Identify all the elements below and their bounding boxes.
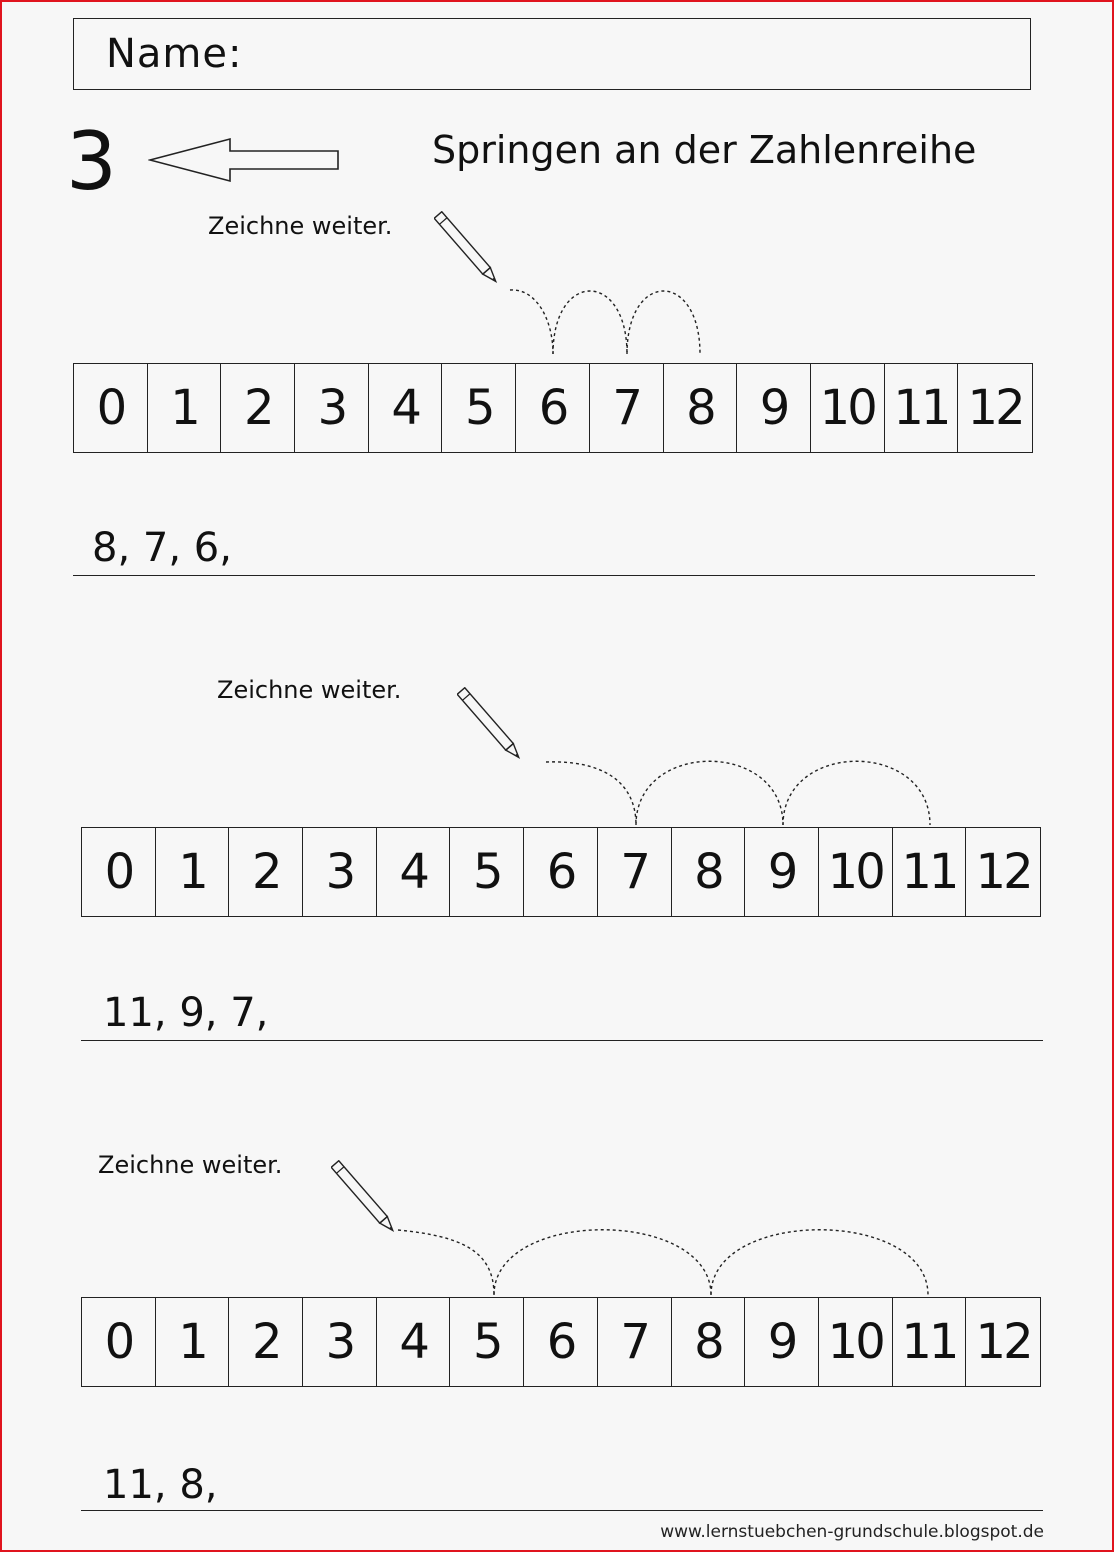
number-cell: 2	[229, 828, 303, 916]
answer-prefill-2: 11, 9, 7,	[103, 990, 269, 1036]
number-cell: 11	[893, 828, 967, 916]
answer-prefill-3: 11, 8,	[103, 1462, 218, 1508]
number-cell: 1	[148, 364, 222, 452]
number-cell: 10	[811, 364, 885, 452]
number-cell: 3	[303, 1298, 377, 1386]
number-cell: 0	[74, 364, 148, 452]
number-cell: 0	[82, 1298, 156, 1386]
number-cell: 9	[737, 364, 811, 452]
page-title: Springen an der Zahlenreihe	[432, 128, 977, 172]
answer-line-1[interactable]	[73, 575, 1035, 576]
instruction-1: Zeichne weiter.	[208, 212, 393, 240]
number-cell: 11	[885, 364, 959, 452]
number-cell: 12	[975, 844, 1031, 900]
number-cell: 6	[524, 828, 598, 916]
instruction-2: Zeichne weiter.	[217, 676, 402, 704]
number-cell: 8	[672, 1298, 746, 1386]
number-cell: 1	[156, 1298, 230, 1386]
name-label: Name:	[106, 31, 243, 77]
number-cell: 5	[442, 364, 516, 452]
number-line-1	[73, 363, 1033, 453]
number-cell: 8	[664, 364, 738, 452]
number-cell: 7	[598, 828, 672, 916]
pencil-icon	[457, 687, 523, 763]
number-cell: 2	[229, 1298, 303, 1386]
answer-line-3[interactable]	[81, 1510, 1043, 1511]
number-cell: 0	[82, 828, 156, 916]
page-number: 3	[66, 115, 117, 208]
number-cell: 10	[819, 828, 893, 916]
answer-line-2[interactable]	[81, 1040, 1043, 1041]
number-line-2	[81, 827, 1041, 917]
pencil-icon	[331, 1160, 397, 1236]
number-cell: 10	[819, 1298, 893, 1386]
number-line-3	[81, 1297, 1041, 1387]
number-cell: 6	[524, 1298, 598, 1386]
number-cell: 12	[975, 1314, 1031, 1370]
left-arrow-icon	[148, 136, 342, 184]
number-cell: 9	[745, 828, 819, 916]
number-cell: 2	[221, 364, 295, 452]
number-cell: 4	[369, 364, 443, 452]
number-cell: 12	[967, 380, 1023, 436]
number-cell: 7	[590, 364, 664, 452]
instruction-3: Zeichne weiter.	[98, 1151, 283, 1179]
number-cell: 1	[156, 828, 230, 916]
answer-prefill-1: 8, 7, 6,	[92, 525, 232, 571]
number-cell: 6	[516, 364, 590, 452]
name-box[interactable]	[73, 18, 1031, 90]
number-cell: 5	[450, 1298, 524, 1386]
footer-url: www.lernstuebchen-grundschule.blogspot.de	[660, 1522, 1044, 1542]
number-cell: 4	[377, 828, 451, 916]
number-cell: 11	[893, 1298, 967, 1386]
number-cell: 8	[672, 828, 746, 916]
number-cell: 4	[377, 1298, 451, 1386]
number-cell: 9	[745, 1298, 819, 1386]
number-cell: 3	[295, 364, 369, 452]
pencil-icon	[434, 211, 500, 287]
number-cell: 3	[303, 828, 377, 916]
number-cell: 7	[598, 1298, 672, 1386]
number-cell: 5	[450, 828, 524, 916]
